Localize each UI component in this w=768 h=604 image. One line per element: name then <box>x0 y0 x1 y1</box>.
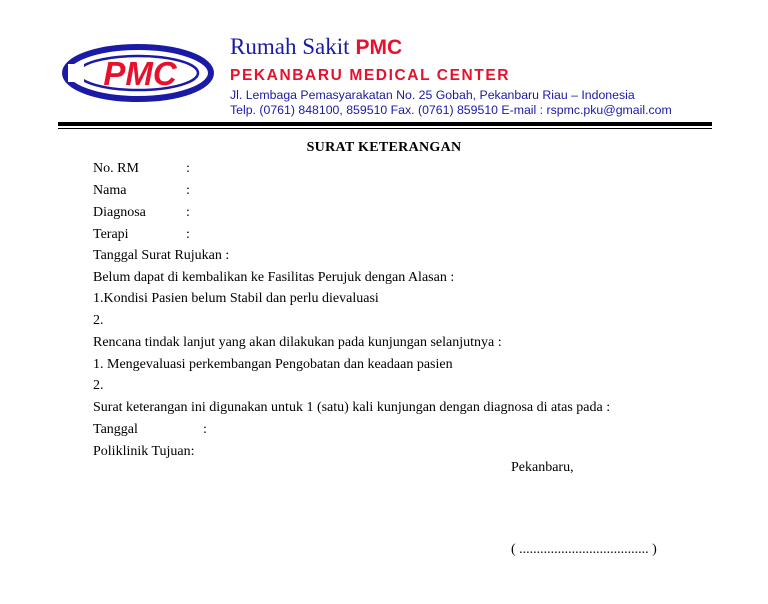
poliklinik-line: Poliklinik Tujuan: <box>93 444 195 459</box>
document-title: SURAT KETERANGAN <box>306 140 462 155</box>
rencana-item-1: 1. Mengevaluasi perkembangan Pengobatan dan keadaan pasien <box>93 357 453 372</box>
alasan-item-2: 2. <box>93 313 104 328</box>
field-terapi-colon: : <box>186 227 190 242</box>
hospital-prefix: Rumah Sakit <box>230 34 350 59</box>
field-nama-colon: : <box>186 183 190 198</box>
signature-blank: ( ..................................... ) <box>511 542 657 557</box>
logo-text: PMC <box>103 55 177 92</box>
field-no-rm-label: No. RM <box>93 161 139 176</box>
keterangan-line: Surat keterangan ini digunakan untuk 1 (satu) kali kunjungan dengan diagnosa di atas pada : <box>93 400 611 415</box>
header-divider-thick <box>58 122 712 126</box>
field-nama-label: Nama <box>93 183 127 198</box>
alasan-intro-line: Belum dapat di kembalikan ke Fasilitas Perujuk dengan Alasan : <box>93 270 455 285</box>
field-diagnosa-label: Diagnosa <box>93 205 146 220</box>
hospital-name <box>230 34 402 60</box>
alasan-item-1: 1.Kondisi Pasien belum Stabil dan perlu dievaluasi <box>93 291 379 306</box>
center-name: PEKANBARU MEDICAL CENTER <box>230 67 511 84</box>
tanggal-rujukan-line: Tanggal Surat Rujukan : <box>93 248 230 263</box>
tanggal-colon: : <box>203 422 207 437</box>
header-divider-thin <box>58 128 712 129</box>
rencana-intro-line: Rencana tindak lanjut yang akan dilakukan pada kunjungan selanjutnya : <box>93 335 502 350</box>
field-diagnosa-colon: : <box>186 205 190 220</box>
signature-city: Pekanbaru, <box>511 460 574 475</box>
pmc-logo <box>62 42 214 104</box>
hospital-address: Jl. Lembaga Pemasyarakatan No. 25 Gobah, Pekanbaru Riau – Indonesia <box>230 88 635 102</box>
tanggal-label: Tanggal <box>93 422 138 437</box>
field-terapi-label: Terapi <box>93 227 129 242</box>
field-no-rm-colon: : <box>186 161 190 176</box>
hospital-contact: Telp. (0761) 848100, 859510 Fax. (0761) 859510 E-mail : rspmc.pku@gmail.com <box>230 103 672 117</box>
rencana-item-2: 2. <box>93 378 104 393</box>
hospital-brand: PMC <box>355 36 403 59</box>
